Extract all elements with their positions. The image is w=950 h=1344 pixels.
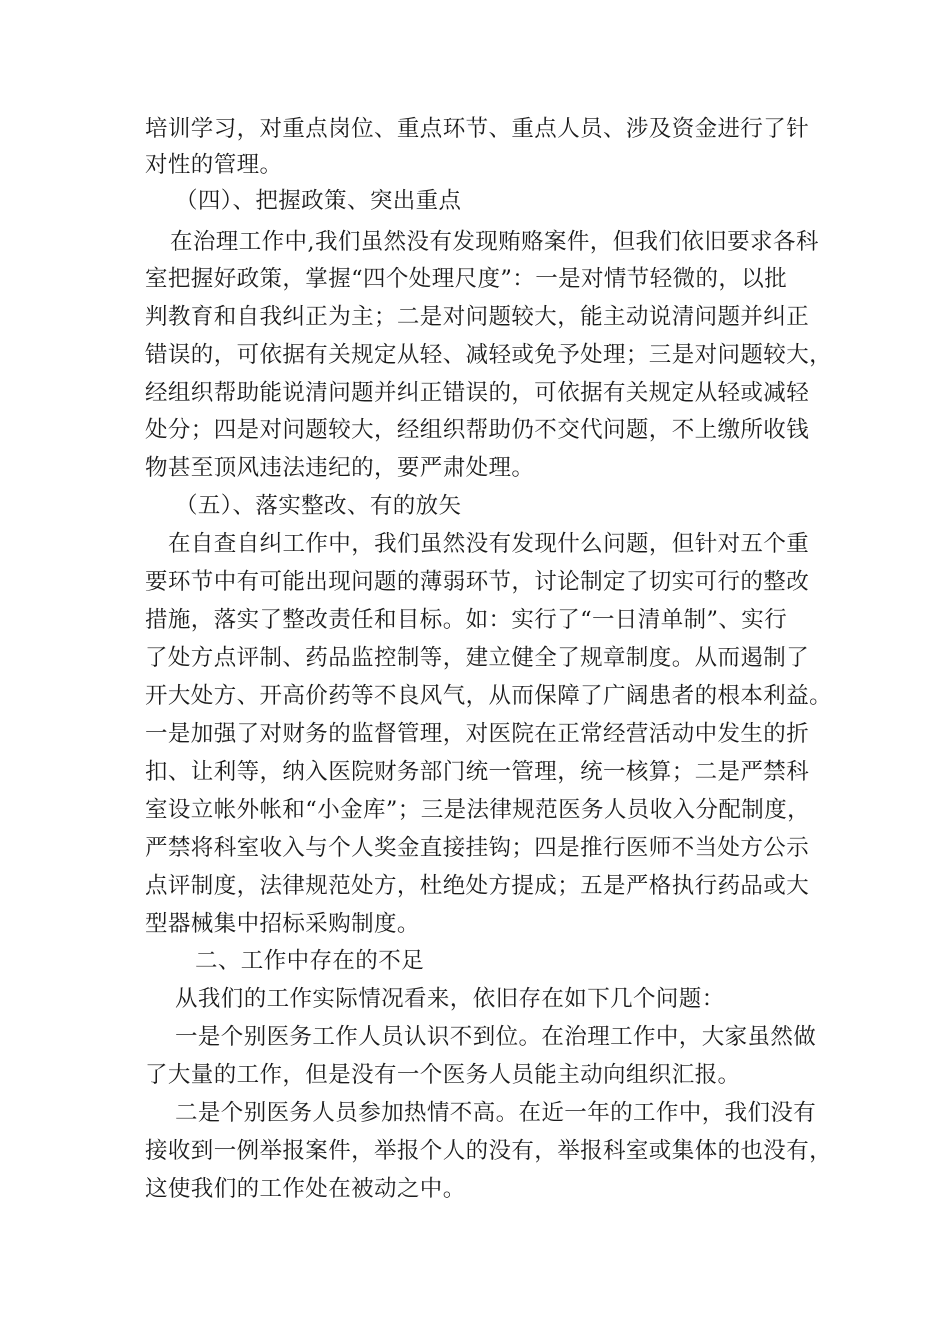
text-line: 室设立帐外帐和“小金库”；三是法律规范医务人员收入分配制度， bbox=[145, 797, 811, 823]
text-line: 在治理工作中,我们虽然没有发现贿赂案件，但我们依旧要求各科 bbox=[170, 229, 819, 255]
text-line: 严禁将科室收入与个人奖金直接挂钩；四是推行医师不当处方公示 bbox=[145, 835, 810, 861]
section-heading: 二、工作中存在的不足 bbox=[195, 948, 425, 974]
text-line: 错误的，可依据有关规定从轻、减轻或免予处理；三是对问题较大， bbox=[145, 342, 833, 368]
text-line: 二是个别医务人员参加热情不高。在近一年的工作中，我们没有 bbox=[175, 1100, 817, 1126]
text-line: 扣、让利等，纳入医院财务部门统一管理，统一核算；二是严禁科 bbox=[145, 759, 810, 785]
text-line: 经组织帮助能说清问题并纠正错误的，可依据有关规定从轻或减轻 bbox=[145, 380, 810, 406]
text-line: 了处方点评制、药品监控制等，建立健全了规章制度。从而遏制了 bbox=[145, 645, 810, 671]
text-line: 室把握好政策，掌握“四个处理尺度”：一是对情节轻微的，以批 bbox=[145, 266, 788, 292]
section-heading: （五）、落实整改、有的放矢 bbox=[175, 493, 462, 519]
text-line: 一是个别医务工作人员认识不到位。在治理工作中，大家虽然做 bbox=[175, 1024, 817, 1050]
text-line: 型器械集中招标采购制度。 bbox=[145, 911, 420, 937]
text-line: 处分；四是对问题较大，经组织帮助仍不交代问题，不上缴所收钱 bbox=[145, 417, 810, 443]
text-line: 在自查自纠工作中，我们虽然没有发现什么问题，但针对五个重 bbox=[168, 531, 810, 557]
text-line: 从我们的工作实际情况看来，依旧存在如下几个问题： bbox=[175, 986, 725, 1012]
text-line: 物甚至顶风违法违纪的，要严肃处理。 bbox=[145, 455, 535, 481]
text-line: 了大量的工作，但是没有一个医务人员能主动向组织汇报。 bbox=[145, 1062, 741, 1088]
text-line: 要环节中有可能出现问题的薄弱环节，讨论制定了切实可行的整改 bbox=[145, 569, 810, 595]
text-line: 判教育和自我纠正为主；二是对问题较大，能主动说清问题并纠正 bbox=[145, 304, 810, 330]
text-line: 接收到一例举报案件，举报个人的没有，举报科室或集体的也没有， bbox=[145, 1138, 833, 1164]
text-line: 措施，落实了整改责任和目标。如：实行了“一日清单制”、实行 bbox=[145, 607, 788, 633]
text-line: 点评制度，法律规范处方，杜绝处方提成；五是严格执行药品或大 bbox=[145, 873, 810, 899]
text-line: 一是加强了对财务的监督管理，对医院在正常经营活动中发生的折 bbox=[145, 721, 810, 747]
text-line: 培训学习，对重点岗位、重点环节、重点人员、涉及资金进行了针 bbox=[145, 116, 810, 142]
text-line: 对性的管理。 bbox=[145, 152, 283, 178]
section-heading: （四）、把握政策、突出重点 bbox=[175, 188, 462, 214]
text-line: 开大处方、开高价药等不良风气，从而保障了广阔患者的根本利益。 bbox=[145, 683, 833, 709]
text-line: 这使我们的工作处在被动之中。 bbox=[145, 1176, 466, 1202]
